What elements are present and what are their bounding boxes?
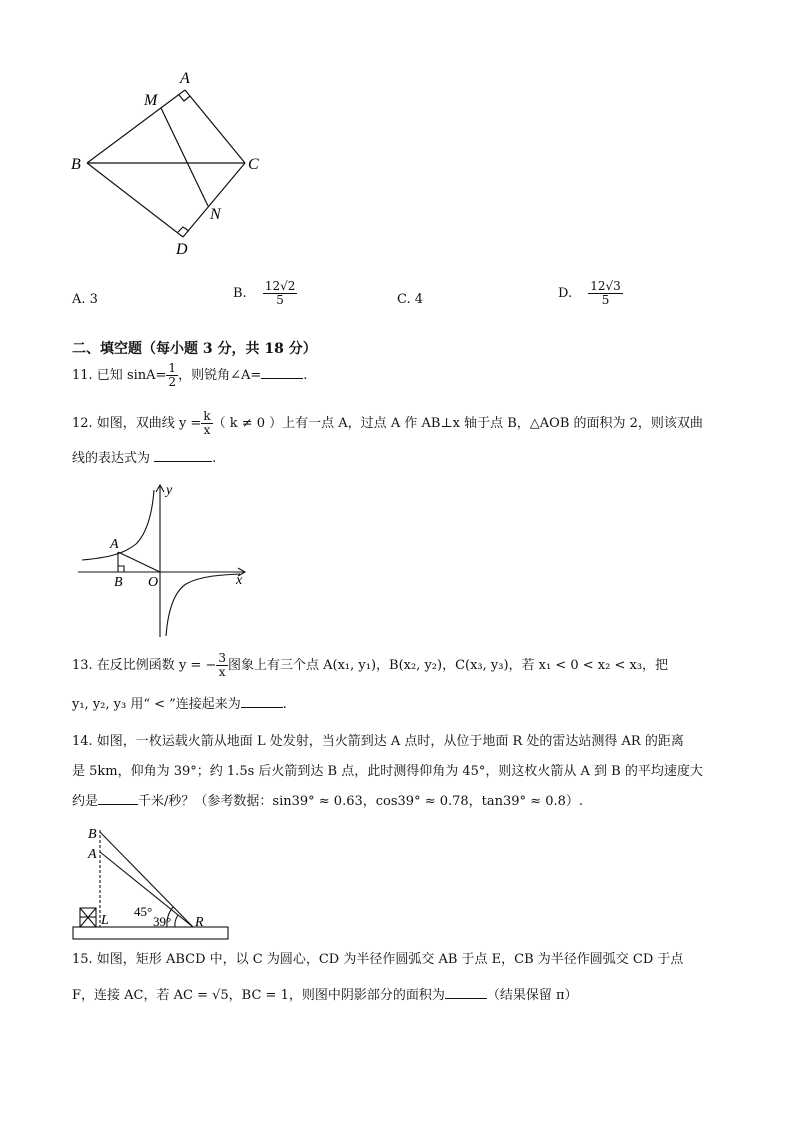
label-n: N (210, 206, 221, 223)
answer-blank-12[interactable] (154, 449, 212, 462)
option-c: C. 4 (397, 292, 424, 307)
q12-figure (74, 480, 254, 640)
answer-blank-15[interactable] (445, 986, 487, 999)
section-heading: 二、填空题（每小题 3 分，共 18 分） (72, 341, 317, 357)
option-b-fraction: $\frac{12√2}{5}$ (264, 279, 296, 307)
label-c: C (248, 156, 259, 173)
question-12-line-1: 12. 如图，双曲线 y = $\frac{k}{x}$ （ k ≠ 0 ）上有一点 A，过点 A 作 AB⊥x 轴于点 B，△AOB 的面积为 2，则该双曲 (72, 409, 703, 437)
angle-label-45: 45° (134, 904, 153, 919)
option-d: D. $\frac{12√3}{5}$ (558, 279, 621, 307)
label-o: O (148, 575, 159, 590)
q11-fraction: $\frac{1}{2}$ (168, 361, 177, 389)
q12-fraction: $\frac{k}{x}$ (203, 409, 211, 437)
question-15-line-1: 15. 如图，矩形 ABCD 中，以 C 为圆心，CD 为半径作圆弧交 AB 于点 E，CB 为半径作圆弧交 CD 于点 (72, 952, 684, 967)
label-b: B (71, 156, 81, 173)
label-a: A (110, 537, 119, 552)
angle-label-39: 39° (153, 914, 172, 929)
label-l: L (101, 913, 109, 928)
segment-mn (161, 108, 208, 206)
label-a: A (88, 847, 97, 862)
q13-fraction: $\frac{3}{x}$ (218, 651, 226, 679)
label-b: B (88, 827, 97, 842)
option-b: B. $\frac{12√2}{5}$ (233, 279, 296, 307)
q10-figure (60, 60, 280, 265)
question-14-line-3: 约是 千米/秒？（参考数据：sin39° ≈ 0.63，cos39° ≈ 0.78，tan39° ≈ 0.8）. (72, 794, 584, 809)
label-r: R (195, 915, 204, 930)
right-angle-mark-a (179, 95, 190, 101)
q14-figure (70, 822, 235, 944)
ground (73, 927, 228, 939)
label-a: A (180, 70, 190, 87)
label-b: B (114, 575, 123, 590)
option-a: A. 3 (72, 292, 98, 307)
label-m: M (144, 92, 158, 109)
question-15-line-2: F，连接 AC，若 AC = √5，BC = 1，则图中阴影部分的面积为 （结果保留 π） (72, 988, 578, 1003)
label-x: x (236, 573, 243, 588)
edge-ac (185, 90, 245, 163)
question-13-line-1: 13. 在反比例函数 y = − $\frac{3}{x}$ 图象上有三个点 A(x₁, y₁)，B(x₂, y₂)，C(x₃, y₃)，若 x₁ < 0 < x₂ < x₃，把 (72, 651, 669, 679)
question-14-line-2: 是 5km，仰角为 39°；约 1.5s 后火箭到达 B 点，此时测得仰角为 45°，则这枚火箭从 A 到 B 的平均速度大 (72, 764, 703, 779)
question-14-line-1: 14. 如图，一枚运载火箭从地面 L 处发射，当火箭到达 A 点时，从位于地面 R 处的雷达站测得 AR 的距离 (72, 734, 684, 749)
answer-blank-11[interactable] (261, 366, 303, 379)
angle-arc-39 (175, 915, 178, 927)
option-d-fraction: $\frac{12√3}{5}$ (590, 279, 621, 307)
question-11: 11. 已知 sinA= $\frac{1}{2}$ ，则锐角∠A= . (72, 361, 308, 389)
answer-blank-13[interactable] (241, 695, 283, 708)
hyperbola-branch-right (166, 574, 240, 636)
question-12-line-2: 线的表达式为 . (72, 451, 217, 466)
edge-bd (87, 163, 183, 237)
answer-blank-14[interactable] (98, 792, 138, 805)
label-d: D (176, 241, 188, 258)
question-13-line-2: y₁, y₂, y₃ 用“ < ”连接起来为 . (72, 697, 287, 712)
label-y: y (166, 483, 173, 498)
right-angle-mark-b (118, 566, 124, 572)
